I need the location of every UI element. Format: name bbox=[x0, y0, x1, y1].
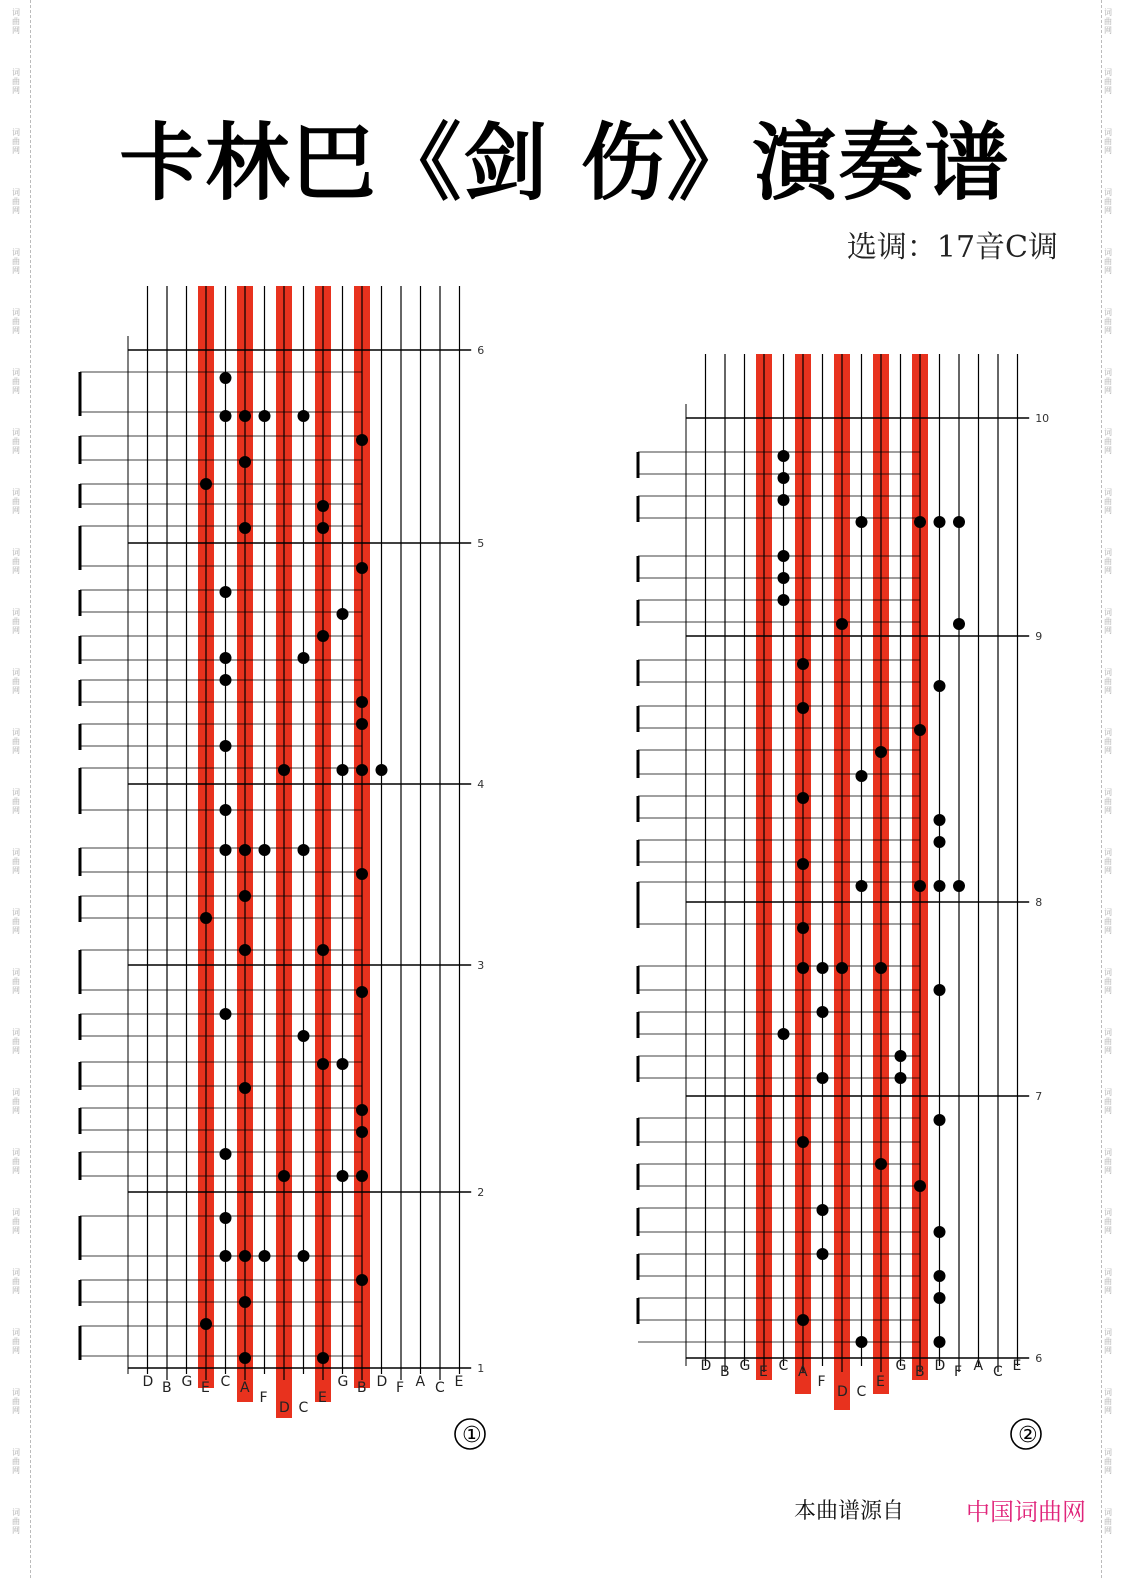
note-dot bbox=[934, 1114, 946, 1126]
note-dot bbox=[797, 1314, 809, 1326]
key-label: D bbox=[934, 1358, 946, 1374]
watermark-glyph: 词 曲 网 bbox=[12, 668, 20, 695]
note-dot bbox=[317, 1058, 329, 1070]
note-dot bbox=[914, 516, 926, 528]
watermark-glyph: 词 曲 网 bbox=[1104, 1088, 1112, 1115]
note-dot bbox=[356, 1126, 368, 1138]
note-dot bbox=[797, 858, 809, 870]
note-dot bbox=[356, 696, 368, 708]
watermark-glyph: 词 曲 网 bbox=[12, 488, 20, 515]
note-dot bbox=[200, 912, 212, 924]
note-dot bbox=[895, 1072, 907, 1084]
watermark-glyph: 词 曲 网 bbox=[12, 188, 20, 215]
note-dot bbox=[953, 516, 965, 528]
note-dot bbox=[220, 372, 232, 384]
note-dot bbox=[239, 1296, 251, 1308]
note-dot bbox=[317, 1352, 329, 1364]
watermark-glyph: 词 曲 网 bbox=[12, 368, 20, 395]
watermark-glyph: 词 曲 网 bbox=[1104, 848, 1112, 875]
watermark-glyph: 词 曲 网 bbox=[12, 1508, 20, 1535]
key-label: D bbox=[700, 1358, 712, 1374]
watermark-glyph: 词 曲 网 bbox=[12, 1088, 20, 1115]
note-dot bbox=[220, 1212, 232, 1224]
key-label: E bbox=[1012, 1358, 1022, 1374]
note-dot bbox=[376, 764, 388, 776]
key-label: A bbox=[973, 1358, 984, 1374]
watermark-glyph: 词 曲 网 bbox=[12, 1328, 20, 1355]
note-dot bbox=[797, 922, 809, 934]
watermark-glyph: 词 曲 网 bbox=[1104, 1448, 1112, 1475]
key-label: G bbox=[895, 1358, 907, 1374]
source-label: 本曲谱源自 bbox=[794, 1499, 905, 1524]
note-dot bbox=[278, 1170, 290, 1182]
note-dot bbox=[220, 674, 232, 686]
note-dot bbox=[220, 804, 232, 816]
note-dot bbox=[259, 410, 271, 422]
watermark-glyph: 词 曲 网 bbox=[12, 8, 20, 35]
watermark-glyph: 词 曲 网 bbox=[1104, 908, 1112, 935]
watermark-glyph: 词 曲 网 bbox=[12, 908, 20, 935]
key-label: G bbox=[739, 1358, 751, 1374]
key-label: C bbox=[298, 1400, 309, 1416]
note-dot bbox=[239, 522, 251, 534]
key-label: D bbox=[279, 1400, 290, 1416]
key-label: E bbox=[876, 1374, 885, 1390]
note-dot bbox=[836, 618, 848, 630]
watermark-glyph: 词 曲 网 bbox=[1104, 788, 1112, 815]
note-dot bbox=[778, 450, 790, 462]
key-label: F bbox=[954, 1364, 963, 1380]
note-dot bbox=[836, 962, 848, 974]
note-dot bbox=[317, 522, 329, 534]
watermark-glyph: 词 曲 网 bbox=[1104, 308, 1112, 335]
note-dot bbox=[356, 868, 368, 880]
note-dot bbox=[200, 478, 212, 490]
note-dot bbox=[220, 1250, 232, 1262]
watermark-glyph: 词 曲 网 bbox=[1104, 608, 1112, 635]
key-label: C bbox=[435, 1380, 445, 1396]
note-dot bbox=[239, 1352, 251, 1364]
key-label: B bbox=[915, 1364, 925, 1380]
measure-number: 6 bbox=[477, 344, 485, 357]
watermark-glyph: 词 曲 网 bbox=[12, 308, 20, 335]
key-label: B bbox=[162, 1380, 172, 1396]
watermark-glyph: 词 曲 网 bbox=[12, 1388, 20, 1415]
note-dot bbox=[356, 434, 368, 446]
note-dot bbox=[220, 652, 232, 664]
watermark-glyph: 词 曲 网 bbox=[1104, 188, 1112, 215]
measure-number: 8 bbox=[1035, 896, 1043, 909]
watermark-glyph: 词 曲 网 bbox=[12, 848, 20, 875]
note-dot bbox=[337, 1058, 349, 1070]
key-label: F bbox=[259, 1390, 268, 1406]
note-dot bbox=[914, 724, 926, 736]
note-dot bbox=[356, 1104, 368, 1116]
note-dot bbox=[298, 652, 310, 664]
watermark-glyph: 词 曲 网 bbox=[1104, 8, 1112, 35]
note-dot bbox=[239, 890, 251, 902]
note-dot bbox=[337, 764, 349, 776]
page-number: ② bbox=[1018, 1423, 1038, 1448]
watermark-glyph: 词 曲 网 bbox=[1104, 1508, 1112, 1535]
note-dot bbox=[778, 494, 790, 506]
note-dot bbox=[778, 1028, 790, 1040]
watermark-glyph: 词 曲 网 bbox=[12, 788, 20, 815]
note-dot bbox=[934, 516, 946, 528]
key-label: C bbox=[220, 1374, 231, 1390]
watermark-glyph: 词 曲 网 bbox=[12, 548, 20, 575]
watermark-glyph: 词 曲 网 bbox=[12, 728, 20, 755]
watermark-glyph: 词 曲 网 bbox=[1104, 248, 1112, 275]
watermark-glyph: 词 曲 网 bbox=[12, 608, 20, 635]
note-dot bbox=[856, 770, 868, 782]
watermark-glyph: 词 曲 网 bbox=[12, 1028, 20, 1055]
watermark-glyph: 词 曲 网 bbox=[1104, 668, 1112, 695]
note-dot bbox=[356, 1170, 368, 1182]
note-dot bbox=[356, 764, 368, 776]
watermark-glyph: 词 曲 网 bbox=[12, 1448, 20, 1475]
note-dot bbox=[934, 814, 946, 826]
note-dot bbox=[239, 410, 251, 422]
key-label: E bbox=[454, 1374, 464, 1390]
note-dot bbox=[239, 944, 251, 956]
key-signature-label: 选调：17音C调 bbox=[846, 230, 1058, 265]
watermark-glyph: 词 曲 网 bbox=[12, 428, 20, 455]
note-dot bbox=[914, 1180, 926, 1192]
key-label: D bbox=[376, 1374, 388, 1390]
key-label: A bbox=[240, 1380, 250, 1396]
note-dot bbox=[817, 1072, 829, 1084]
watermark-glyph: 词 曲 网 bbox=[1104, 1328, 1112, 1355]
note-dot bbox=[298, 844, 310, 856]
note-dot bbox=[953, 880, 965, 892]
note-dot bbox=[298, 1030, 310, 1042]
watermark-glyph: 词 曲 网 bbox=[12, 1208, 20, 1235]
note-dot bbox=[778, 550, 790, 562]
note-dot bbox=[239, 1250, 251, 1262]
note-dot bbox=[337, 1170, 349, 1182]
page-number: ① bbox=[462, 1423, 482, 1448]
watermark-glyph: 词 曲 网 bbox=[1104, 1148, 1112, 1175]
note-dot bbox=[317, 500, 329, 512]
key-label: A bbox=[415, 1374, 426, 1390]
note-dot bbox=[797, 962, 809, 974]
note-dot bbox=[797, 658, 809, 670]
note-dot bbox=[953, 618, 965, 630]
note-dot bbox=[239, 844, 251, 856]
watermark-glyph: 词 曲 网 bbox=[1104, 68, 1112, 95]
note-dot bbox=[856, 516, 868, 528]
key-label: D bbox=[142, 1374, 154, 1390]
note-dot bbox=[337, 608, 349, 620]
note-dot bbox=[817, 962, 829, 974]
note-dot bbox=[317, 630, 329, 642]
note-dot bbox=[934, 880, 946, 892]
note-dot bbox=[220, 844, 232, 856]
note-dot bbox=[317, 944, 329, 956]
measure-number: 7 bbox=[1035, 1090, 1043, 1103]
key-label: A bbox=[798, 1364, 808, 1380]
note-dot bbox=[817, 1248, 829, 1260]
note-dot bbox=[298, 1250, 310, 1262]
note-dot bbox=[875, 1158, 887, 1170]
watermark-glyph: 词 曲 网 bbox=[1104, 368, 1112, 395]
note-dot bbox=[356, 718, 368, 730]
page-title: 卡林巴《剑 伤》演奏谱 bbox=[119, 114, 1011, 212]
note-dot bbox=[220, 410, 232, 422]
note-dot bbox=[278, 764, 290, 776]
watermark-glyph: 词 曲 网 bbox=[1104, 728, 1112, 755]
watermark-glyph: 词 曲 网 bbox=[12, 248, 20, 275]
key-label: F bbox=[396, 1380, 405, 1396]
key-label: F bbox=[817, 1374, 826, 1390]
key-label: E bbox=[759, 1364, 768, 1380]
watermark-glyph: 词 曲 网 bbox=[1104, 1208, 1112, 1235]
note-dot bbox=[934, 1292, 946, 1304]
note-dot bbox=[895, 1050, 907, 1062]
watermark-glyph: 词 曲 网 bbox=[1104, 488, 1112, 515]
key-label: C bbox=[778, 1358, 789, 1374]
source-brand-link[interactable]: 中国词曲网 bbox=[966, 1498, 1086, 1526]
watermark-glyph: 词 曲 网 bbox=[12, 1268, 20, 1295]
watermark-glyph: 词 曲 网 bbox=[1104, 1028, 1112, 1055]
note-dot bbox=[934, 836, 946, 848]
note-dot bbox=[778, 472, 790, 484]
note-dot bbox=[934, 984, 946, 996]
measure-number: 9 bbox=[1035, 630, 1043, 643]
watermark-glyph: 词 曲 网 bbox=[12, 128, 20, 155]
note-dot bbox=[200, 1318, 212, 1330]
watermark-glyph: 词 曲 网 bbox=[1104, 428, 1112, 455]
watermark-glyph: 词 曲 网 bbox=[12, 968, 20, 995]
watermark-glyph: 词 曲 网 bbox=[12, 1148, 20, 1175]
watermark-glyph: 词 曲 网 bbox=[1104, 128, 1112, 155]
note-dot bbox=[778, 594, 790, 606]
measure-number: 10 bbox=[1035, 412, 1050, 425]
note-dot bbox=[356, 986, 368, 998]
note-dot bbox=[817, 1006, 829, 1018]
note-dot bbox=[934, 1270, 946, 1282]
key-label: B bbox=[720, 1364, 730, 1380]
note-dot bbox=[778, 572, 790, 584]
watermark-glyph: 词 曲 网 bbox=[1104, 1388, 1112, 1415]
note-dot bbox=[220, 1008, 232, 1020]
note-dot bbox=[934, 680, 946, 692]
measure-number: 3 bbox=[477, 959, 485, 972]
key-label: E bbox=[201, 1380, 210, 1396]
note-dot bbox=[914, 880, 926, 892]
key-label: B bbox=[357, 1380, 367, 1396]
note-dot bbox=[220, 586, 232, 598]
watermark-glyph: 词 曲 网 bbox=[1104, 548, 1112, 575]
measure-number: 4 bbox=[477, 778, 485, 791]
note-dot bbox=[856, 880, 868, 892]
note-dot bbox=[934, 1336, 946, 1348]
key-label: G bbox=[181, 1374, 193, 1390]
watermark-glyph: 词 曲 网 bbox=[1104, 968, 1112, 995]
note-dot bbox=[356, 1274, 368, 1286]
note-dot bbox=[797, 792, 809, 804]
measure-number: 6 bbox=[1035, 1352, 1043, 1365]
key-label: C bbox=[993, 1364, 1003, 1380]
key-label: E bbox=[318, 1390, 327, 1406]
note-dot bbox=[797, 702, 809, 714]
note-dot bbox=[934, 1226, 946, 1238]
key-label: G bbox=[337, 1374, 349, 1390]
note-dot bbox=[797, 1136, 809, 1148]
measure-number: 1 bbox=[477, 1362, 485, 1375]
note-dot bbox=[259, 1250, 271, 1262]
note-dot bbox=[239, 1082, 251, 1094]
note-dot bbox=[259, 844, 271, 856]
note-dot bbox=[817, 1204, 829, 1216]
key-label: C bbox=[856, 1384, 867, 1400]
note-dot bbox=[875, 962, 887, 974]
note-dot bbox=[356, 562, 368, 574]
watermark-glyph: 词 曲 网 bbox=[12, 68, 20, 95]
note-dot bbox=[875, 746, 887, 758]
measure-number: 2 bbox=[477, 1186, 485, 1199]
note-dot bbox=[239, 456, 251, 468]
measure-number: 5 bbox=[477, 537, 485, 550]
watermark-glyph: 词 曲 网 bbox=[1104, 1268, 1112, 1295]
note-dot bbox=[298, 410, 310, 422]
note-dot bbox=[856, 1336, 868, 1348]
key-label: D bbox=[837, 1384, 848, 1400]
note-dot bbox=[220, 1148, 232, 1160]
note-dot bbox=[220, 740, 232, 752]
